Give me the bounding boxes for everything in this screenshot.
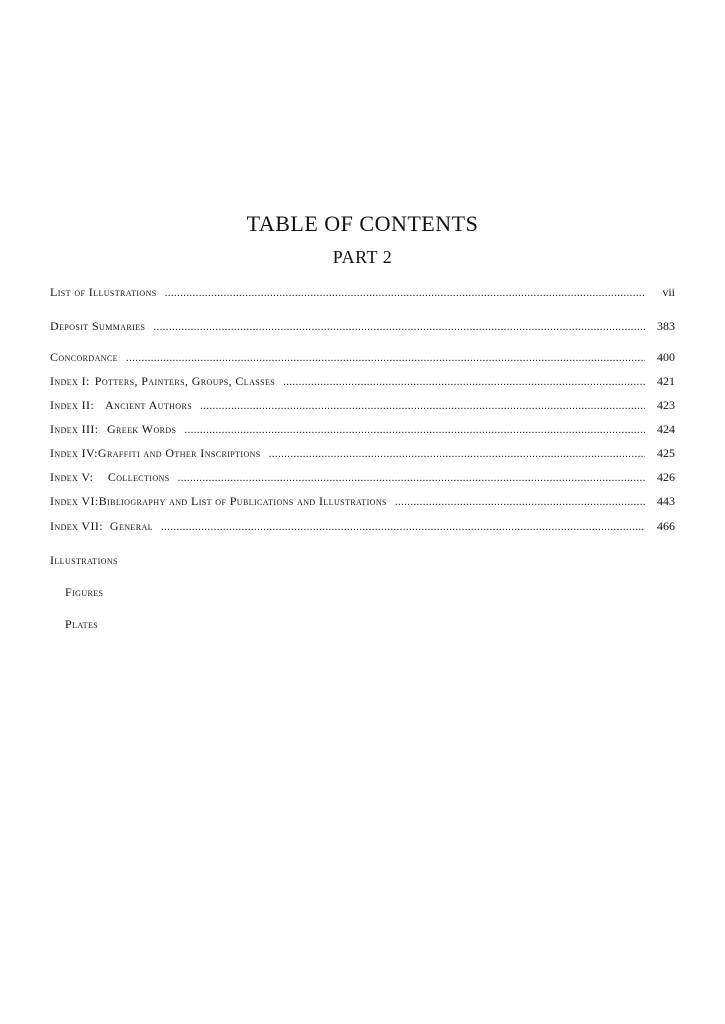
toc-entry-index-iv[interactable] bbox=[50, 443, 675, 463]
toc-entry-list-of-illustrations[interactable] bbox=[50, 282, 675, 302]
toc-entry-deposit-summaries[interactable] bbox=[50, 316, 675, 336]
toc-entry-page: 423 bbox=[657, 398, 675, 412]
toc-entry-page: 425 bbox=[657, 446, 675, 460]
toc-entry-label: List of Illustrations bbox=[50, 285, 157, 299]
toc-entry-label: General bbox=[109, 519, 153, 533]
toc-entry-prefix: Index II: bbox=[50, 398, 95, 412]
toc-entry-index-i[interactable] bbox=[50, 371, 675, 391]
toc-entry-page: 466 bbox=[657, 519, 675, 533]
toc-entry-page: 426 bbox=[657, 470, 675, 484]
toc-entry-page: 443 bbox=[657, 494, 675, 508]
toc-entry-page: 424 bbox=[657, 422, 675, 436]
dot-leader bbox=[184, 420, 645, 440]
dot-leader bbox=[165, 283, 645, 303]
toc-subitem-figures[interactable]: Figures bbox=[65, 585, 104, 599]
dot-leader bbox=[178, 468, 645, 488]
toc-entry-prefix: Index IV: bbox=[50, 446, 98, 460]
page-subtitle: PART 2 bbox=[332, 247, 393, 267]
toc-entry-prefix: Index V: bbox=[50, 470, 94, 484]
toc-heading-illustrations[interactable]: Illustrations bbox=[50, 553, 118, 567]
dot-leader bbox=[395, 492, 645, 512]
document-page bbox=[50, 0, 675, 1024]
toc-entry-page: 383 bbox=[657, 319, 675, 333]
toc-entry-label: Graffiti and Other Inscriptions bbox=[97, 446, 261, 460]
dot-leader bbox=[200, 396, 645, 416]
toc-entry-concordance[interactable] bbox=[50, 347, 675, 367]
dot-leader bbox=[283, 372, 645, 392]
toc-entry-prefix: Index I: bbox=[50, 374, 90, 388]
toc-entry-label: Bibliography and List of Publications and Illustrations bbox=[98, 494, 387, 508]
toc-entry-index-ii[interactable] bbox=[50, 395, 675, 415]
dot-leader bbox=[153, 317, 645, 337]
dot-leader bbox=[161, 517, 645, 537]
toc-entry-label: Greek Words bbox=[106, 422, 177, 436]
toc-entry-page: 400 bbox=[657, 350, 675, 364]
toc-entry-page: 421 bbox=[657, 374, 675, 388]
toc-entry-index-vi[interactable] bbox=[50, 491, 675, 511]
toc-subitem-plates[interactable]: Plates bbox=[65, 617, 99, 631]
toc-entry-prefix: Index VII: bbox=[50, 519, 103, 533]
toc-entry-label: Potters, Painters, Groups, Classes bbox=[94, 374, 276, 388]
toc-entry-prefix: Index III: bbox=[50, 422, 99, 436]
toc-entry-prefix: Index VI: bbox=[50, 494, 99, 508]
toc-entry-index-iii[interactable] bbox=[50, 419, 675, 439]
dot-leader bbox=[126, 348, 645, 368]
toc-entry-index-vii[interactable] bbox=[50, 516, 675, 536]
toc-entry-label: Collections bbox=[107, 470, 170, 484]
toc-entry-index-v[interactable] bbox=[50, 467, 675, 487]
dot-leader bbox=[269, 444, 645, 464]
toc-entry-page: vii bbox=[662, 285, 675, 299]
toc-entry-label: Deposit Summaries bbox=[50, 319, 146, 333]
toc-entry-label: Ancient Authors bbox=[105, 398, 193, 412]
toc-entry-label: Concordance bbox=[50, 350, 118, 364]
page-title: TABLE OF CONTENTS bbox=[246, 211, 479, 236]
